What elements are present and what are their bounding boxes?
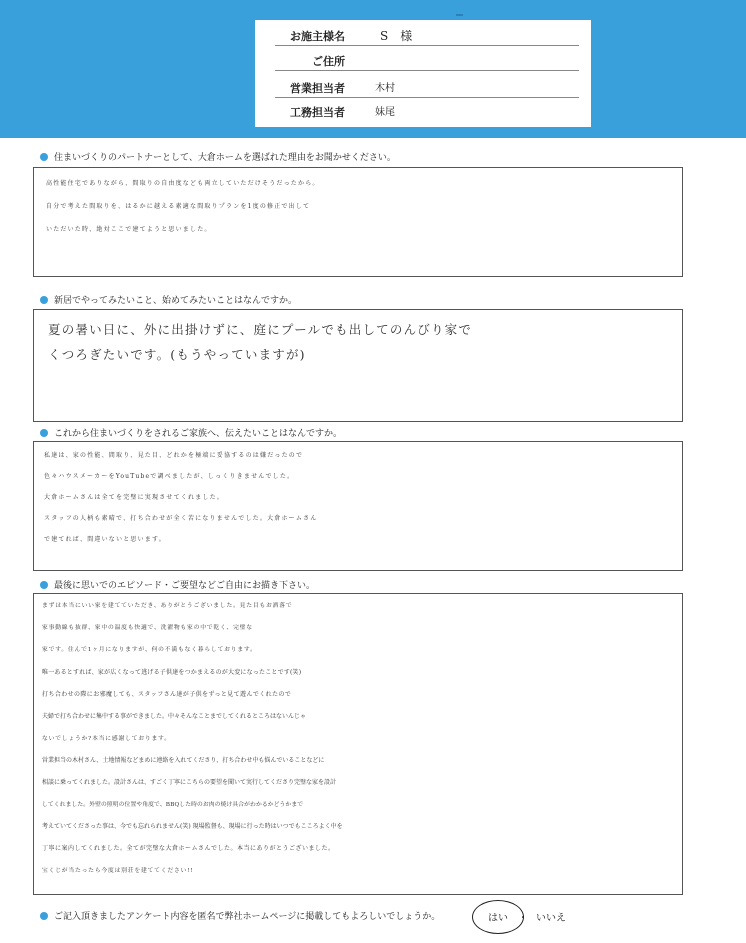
answer-2-line-2: くつろぎたいです。(もうやっていますが) [48, 347, 306, 362]
owner-name-label: お施主様名 [290, 30, 345, 43]
question-2-text: 新居でやってみたいこと、始めてみたいことはなんですか。 [54, 296, 298, 306]
row-underline [275, 97, 579, 98]
bullet-icon [40, 296, 48, 304]
sales-rep-value: 木村 [375, 83, 395, 94]
row-underline [275, 45, 579, 46]
answer-4-line-12: 丁寧に案内してくれました。全てが完璧な大倉ホームさんでした。本当にありがとうございました。 [42, 845, 335, 852]
answer-4-line-2: 家事動線も抜群、家中の温度も快適で、洗濯物も家の中で乾く、完璧な [42, 625, 253, 631]
answer-3-line-3: 大倉ホームさんは全てを完璧に実現させてくれました。 [44, 494, 225, 501]
bullet-icon [40, 429, 48, 437]
row-underline [275, 70, 579, 71]
address-label: ご住所 [312, 55, 345, 68]
consent-options [470, 900, 600, 936]
answer-4-line-4: 唯一あるとすれば、家が広くなって逃げる子供達をつかまえるのが大変になったことです(笑) [42, 669, 302, 676]
consent-yes-option[interactable]: はい [488, 913, 508, 924]
answer-box-1 [33, 167, 683, 277]
info-row-sales [255, 76, 591, 98]
owner-name-value: S 様 [380, 29, 413, 43]
bullet-icon [40, 912, 48, 920]
answer-4-line-1: まずは本当にいい家を建てていただき、ありがとうございました。見た目もお洒落で [42, 603, 293, 609]
question-3 [40, 426, 342, 439]
question-1-text: 住まいづくりのパートナーとして、大倉ホームを選ばれた理由をお聞かせください。 [54, 153, 396, 163]
customer-info-card [255, 20, 591, 127]
info-row-construction [255, 100, 591, 122]
answer-3-line-5: で建てれば、間違いないと思います。 [44, 536, 166, 543]
construction-rep-value: 妹尾 [375, 107, 395, 118]
answer-4-line-9: 相談に乗ってくれました。設計さんは、すごく丁寧にこちらの要望を聞いて実行してくださり完璧な家を設計 [42, 779, 337, 786]
answer-4-line-3: 家です。住んで1ヶ月になりますが、何の不満もなく暮らしております。 [42, 647, 257, 653]
answer-box-2 [33, 309, 683, 422]
answer-4-line-8: 営業担当の木村さん、土地情報などまめに連絡を入れてくださり、打ち合わせ中も悩んでいることなどに [42, 757, 325, 764]
bullet-icon [40, 153, 48, 161]
scan-mark [456, 14, 463, 16]
answer-4-line-6: 夫婦で打ち合わせに集中する事ができました。中々そんなことまでしてくれるところはないんじゃ [42, 713, 307, 720]
consent-separator: ・ [518, 913, 528, 924]
answer-box-4 [33, 593, 683, 895]
consent-question [40, 909, 440, 922]
consent-question-text: ご記入頂きましたアンケート内容を匿名で弊社ホームページに掲載してもよろしいでしょうか。 [54, 912, 441, 922]
question-3-text: これから住まいづくりをされるご家族へ、伝えたいことはなんですか。 [54, 429, 343, 439]
question-4 [40, 578, 315, 591]
sales-rep-label: 営業担当者 [290, 82, 345, 95]
answer-3-line-4: スタッフの人柄も素晴で、打ち合わせが全く苦になりませんでした。大倉ホームさん [44, 515, 318, 522]
question-1 [40, 150, 396, 163]
bullet-icon [40, 581, 48, 589]
answer-4-line-11: 考えていてくださった事は、今でも忘れられません(笑) 現場監督も、現場に行った時はいつでもこころよく中を [42, 823, 343, 830]
answer-1-line-1: 高性能住宅でありながら、間取りの自由度なども両立していただけそうだったから。 [46, 180, 320, 187]
consent-no-option[interactable]: いいえ [536, 913, 566, 924]
answer-4-line-10: してくれました。外壁の照明の位置や角度で、BBQした時のお肉の焼け具合がわかるかどうかまで [42, 802, 304, 808]
answer-4-line-5: 打ち合わせの際にお邪魔しても、スタッフさん達が子供をずっと見て遊んでくれたので [42, 691, 292, 698]
answer-1-line-3: いただいた時、絶対ここで建てようと思いました。 [46, 226, 212, 233]
answer-4-line-7: ないでしょうか?本当に感謝しております。 [42, 736, 171, 742]
question-2 [40, 293, 297, 306]
answer-3-line-1: 私達は、家の性能、間取り、見た目、どれかを極端に妥協するのは嫌だったので [44, 452, 304, 459]
construction-rep-label: 工務担当者 [290, 106, 345, 119]
answer-3-line-2: 色々ハウスメーカーをYouTubeで調べましたが、しっくりきませんでした。 [44, 473, 295, 480]
answer-2-line-1: 夏の暑い日に、外に出掛けずに、庭にプールでも出してのんびり家で [48, 322, 473, 337]
answer-1-line-2: 自分で考えた間取りを、はるかに越える素適な間取りプランを1度の修正で出して [46, 203, 311, 210]
info-row-name [255, 24, 591, 46]
answer-4-line-13: 宝くじが当たったら今度は別荘を建ててください!! [42, 868, 194, 874]
answer-box-3 [33, 441, 683, 571]
question-4-text: 最後に思いでのエピソード・ご要望などご自由にお描き下さい。 [54, 581, 316, 591]
info-row-address [255, 49, 591, 71]
